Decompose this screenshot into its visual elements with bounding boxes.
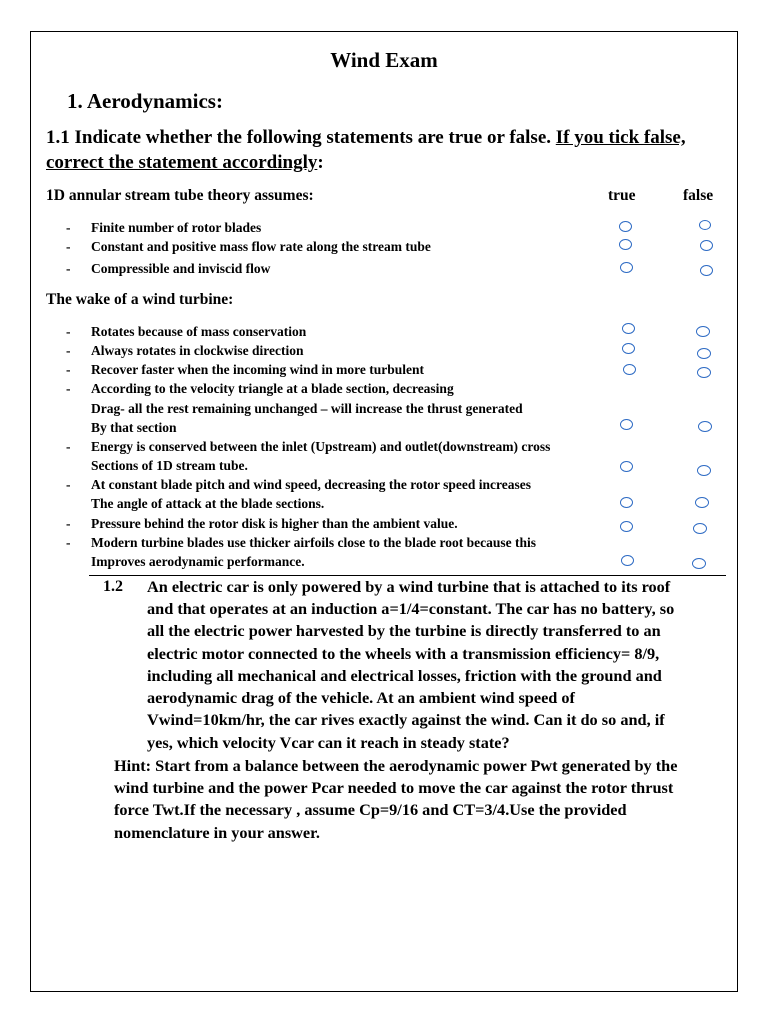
statement-text: The angle of attack at the blade sections. [91,496,325,511]
q12-number: 1.2 [103,578,123,595]
statement-text: By that section [91,420,177,435]
q11-instruction-emphasis: If you tick false, [555,127,686,148]
q12-text-line: aerodynamic drag of the vehicle. At an ambient wind speed of [147,688,575,707]
q12-text-line: all the electric power harvested by the turbine is directly transferred to an [147,621,661,640]
statement-text: At constant blade pitch and wind speed, decreasing the rotor speed increases [91,477,532,492]
false-radio[interactable] [697,367,711,378]
false-radio[interactable] [700,240,713,251]
true-radio[interactable] [619,239,632,250]
true-radio[interactable] [620,497,633,508]
q11-instruction-line-2 [46,152,324,174]
q11-instruction-emphasis-2: correct the statement accordingly [46,152,318,173]
q12-text-line: electric motor connected to the wheels with a transmission efficiency= 8/9, [147,644,660,663]
exam-title: Wind Exam [330,48,438,72]
statement-text: According to the velocity triangle at a blade section, decreasing [91,381,454,396]
true-radio[interactable] [620,461,633,472]
false-radio[interactable] [692,558,706,569]
item-dash: - [66,477,71,492]
item-dash: - [66,516,71,531]
statement-text: Modern turbine blades use thicker airfoils close to the blade root because this [91,535,536,550]
item-dash: - [66,535,71,550]
false-radio[interactable] [698,421,712,432]
group2-heading: The wake of a wind turbine: [46,291,234,308]
true-radio[interactable] [620,419,633,430]
hint-text-line: wind turbine and the power Pcar needed to move the car against the rotor thrust [114,778,674,797]
false-radio[interactable] [697,348,711,359]
item-dash: - [66,239,71,254]
false-radio[interactable] [693,523,707,534]
q11-instruction-colon: : [317,152,324,173]
section-heading: 1. Aerodynamics: [67,89,223,113]
item-dash: - [66,220,71,235]
true-radio[interactable] [622,323,635,334]
hint-text-line: Hint: Start from a balance between the aerodynamic power Pwt generated by the [114,756,678,775]
true-radio[interactable] [620,262,633,273]
true-radio[interactable] [623,364,636,375]
statement-text: Improves aerodynamic performance. [91,554,305,569]
statement-text: Rotates because of mass conservation [91,324,307,339]
q12-text-line: including all mechanical and electrical losses, friction with the ground and [147,666,662,685]
section-divider [89,575,726,576]
q12-text-line: An electric car is only powered by a wind turbine that is attached to its roof [147,577,671,596]
statement-text: Constant and positive mass flow rate along the stream tube [91,239,431,254]
false-radio[interactable] [700,265,713,276]
false-column-header: false [683,187,714,204]
statement-text: Finite number of rotor blades [91,220,262,235]
q12-text-line: and that operates at an induction a=1/4=constant. The car has no battery, so [147,599,675,618]
q12-text-line: yes, which velocity Vcar can it reach in steady state? [147,733,510,752]
true-radio[interactable] [622,343,635,354]
false-radio[interactable] [695,497,709,508]
false-radio[interactable] [696,326,710,337]
hint-text-line: force Twt.If the necessary , assume Cp=9/16 and CT=3/4.Use the provided [114,800,627,819]
statement-text: Drag- all the rest remaining unchanged – will increase the thrust generated [91,401,523,416]
item-dash: - [66,439,71,454]
statement-text: Pressure behind the rotor disk is higher than the ambient value. [91,516,458,531]
true-column-header: true [608,187,636,204]
statement-text: Sections of 1D stream tube. [91,458,248,473]
item-dash: - [66,362,71,377]
item-dash: - [66,324,71,339]
item-dash: - [66,381,71,396]
item-dash: - [66,343,71,358]
hint-text-line: nomenclature in your answer. [114,823,320,842]
statement-text: Energy is conserved between the inlet (Upstream) and outlet(downstream) cross [91,439,551,454]
statement-text: Recover faster when the incoming wind in more turbulent [91,362,424,377]
true-radio[interactable] [620,521,633,532]
true-radio[interactable] [621,555,634,566]
q12-text-line: Vwind=10km/hr, the car rives exactly against the wind. Can it do so and, if [147,710,665,729]
q11-instruction-line-1 [46,127,686,149]
q11-instruction-text: 1.1 Indicate whether the following statements are true or false. [46,127,556,148]
false-radio[interactable] [699,220,711,230]
true-radio[interactable] [619,221,632,232]
statement-text: Always rotates in clockwise direction [91,343,304,358]
item-dash: - [66,261,71,276]
statement-text: Compressible and inviscid flow [91,261,271,276]
group1-heading: 1D annular stream tube theory assumes: [46,187,314,204]
false-radio[interactable] [697,465,711,476]
